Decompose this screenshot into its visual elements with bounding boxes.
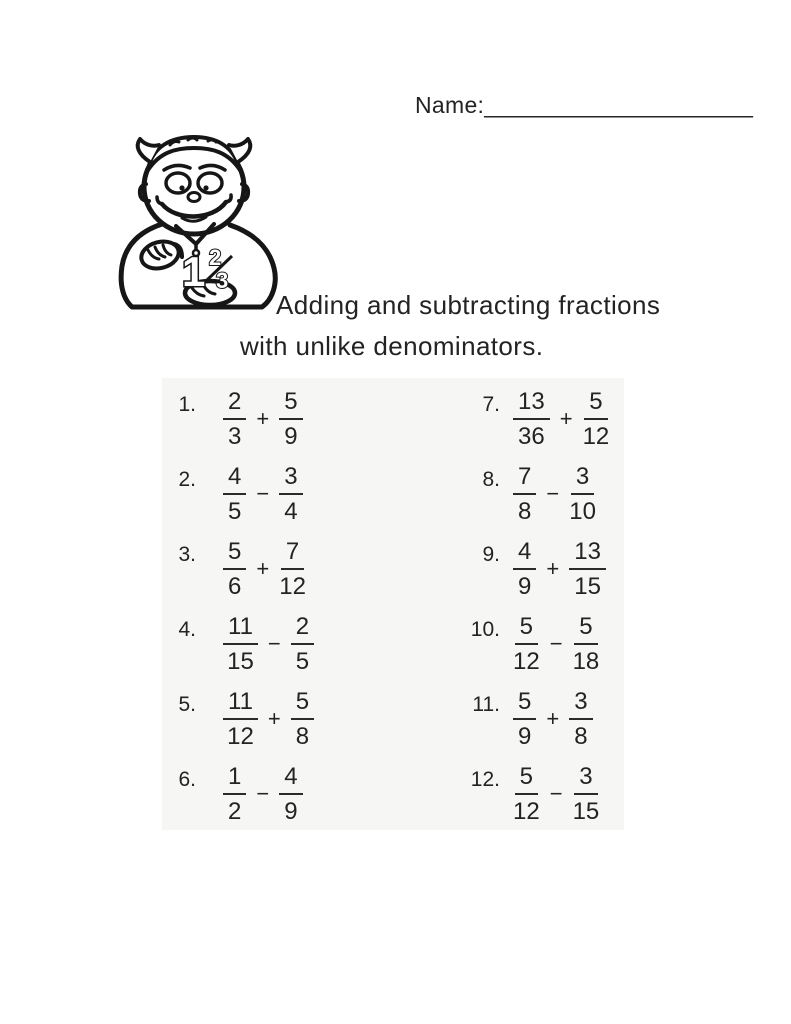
name-label: Name:	[415, 92, 485, 118]
fraction-first	[513, 614, 540, 674]
operator: +	[256, 556, 270, 581]
problem-number: 4.	[178, 618, 196, 641]
problem-3	[168, 537, 306, 600]
denominator: 9	[518, 723, 532, 750]
numerator: 4	[279, 764, 302, 795]
operator: +	[546, 706, 560, 731]
fraction-first	[223, 389, 246, 449]
denominator: 12	[513, 648, 540, 675]
denominator: 12	[227, 723, 254, 750]
fraction-first	[223, 764, 246, 824]
denominator: 36	[518, 423, 545, 450]
problem-number: 1.	[178, 393, 196, 416]
problem-number: 9.	[482, 543, 500, 566]
fraction-second	[279, 764, 302, 824]
operator: +	[256, 406, 270, 431]
boy-nose	[188, 193, 200, 202]
fraction-first	[223, 614, 258, 674]
numerator: 3	[569, 689, 592, 720]
problem-number: 5.	[178, 693, 196, 716]
operator: −	[267, 631, 281, 656]
problem-number: 6.	[178, 768, 196, 791]
numerator: 7	[281, 539, 304, 570]
numerator: 2	[223, 389, 246, 420]
numerator: 5	[574, 614, 597, 645]
fraction-first	[223, 464, 246, 524]
problem-number: 7.	[482, 393, 500, 416]
problem-number: 12.	[470, 768, 500, 791]
cartoon-boy-illustration	[112, 132, 282, 314]
mixed-number-whole: 1	[182, 248, 206, 295]
numerator: 5	[279, 389, 302, 420]
mixed-number-denominator: 3	[216, 268, 229, 293]
fraction-second	[569, 539, 606, 599]
fraction-second	[279, 389, 302, 449]
problem-12	[466, 762, 600, 825]
fraction-second	[569, 689, 592, 749]
operator: +	[546, 556, 560, 581]
fraction-second	[573, 764, 600, 824]
denominator: 8	[518, 498, 532, 525]
numerator: 5	[584, 389, 607, 420]
operator: −	[546, 481, 560, 506]
numerator: 5	[515, 764, 538, 795]
numerator: 5	[291, 689, 314, 720]
numerator: 1	[223, 764, 246, 795]
problem-10	[466, 612, 600, 675]
denominator: 18	[572, 648, 600, 675]
problem-5	[168, 687, 314, 750]
worksheet-title-line2: with unlike denominators.	[240, 331, 544, 361]
denominator: 8	[295, 723, 310, 750]
denominator: 6	[228, 573, 242, 600]
worksheet-title-line1: Adding and subtracting fractions	[276, 290, 661, 320]
problem-number: 10.	[470, 618, 500, 641]
denominator: 12	[513, 798, 540, 825]
denominator: 2	[228, 798, 242, 825]
name-field	[415, 92, 753, 119]
numerator: 13	[569, 539, 606, 570]
name-blank-line: _____________________	[484, 92, 753, 118]
numerator: 5	[515, 614, 538, 645]
mixed-number-numerator: 2	[209, 245, 222, 270]
numerator: 5	[223, 539, 246, 570]
operator: −	[549, 781, 563, 806]
denominator: 15	[572, 798, 600, 825]
numerator: 3	[571, 464, 594, 495]
problem-number: 8.	[482, 468, 500, 491]
fraction-second	[569, 464, 596, 524]
denominator: 5	[295, 648, 310, 675]
denominator: 10	[569, 498, 596, 525]
denominator: 9	[284, 798, 298, 825]
problem-number: 2.	[178, 468, 196, 491]
numerator: 3	[574, 764, 597, 795]
fraction-first	[513, 464, 536, 524]
problem-number: 11.	[472, 693, 500, 716]
problem-8	[466, 462, 596, 525]
problem-1	[168, 387, 303, 450]
boy-eye-left	[166, 173, 190, 193]
fraction-second	[279, 539, 306, 599]
fraction-second	[279, 464, 302, 524]
numerator: 11	[223, 614, 258, 645]
fraction-first	[223, 539, 246, 599]
numerator: 7	[513, 464, 536, 495]
problem-number: 3.	[178, 543, 196, 566]
fraction-first	[513, 764, 540, 824]
numerator: 4	[513, 539, 536, 570]
operator: −	[256, 781, 270, 806]
fraction-second	[583, 389, 610, 449]
fraction-first	[513, 689, 536, 749]
problem-9	[466, 537, 606, 600]
operator: +	[267, 706, 281, 731]
denominator: 15	[227, 648, 254, 675]
numerator: 4	[223, 464, 246, 495]
operator: +	[559, 406, 573, 431]
denominator: 5	[228, 498, 242, 525]
denominator: 12	[279, 573, 306, 600]
operator: −	[549, 631, 563, 656]
denominator: 15	[574, 573, 601, 600]
operator: −	[256, 481, 270, 506]
fraction-first	[223, 689, 258, 749]
fraction-second	[573, 614, 600, 674]
denominator: 4	[284, 498, 298, 525]
fraction-second	[291, 614, 314, 674]
fraction-first	[513, 539, 536, 599]
denominator: 9	[284, 423, 298, 450]
fraction-second	[291, 689, 314, 749]
numerator: 11	[223, 689, 258, 720]
denominator: 9	[518, 573, 532, 600]
problem-4	[168, 612, 314, 675]
problem-11	[466, 687, 593, 750]
problem-2	[168, 462, 303, 525]
numerator: 3	[279, 464, 302, 495]
problem-7	[466, 387, 610, 450]
problem-6	[168, 762, 303, 825]
numerator: 13	[513, 389, 550, 420]
fraction-first	[513, 389, 550, 449]
numerator: 2	[291, 614, 314, 645]
numerator: 5	[513, 689, 536, 720]
denominator: 8	[574, 723, 588, 750]
boy-eye-right	[198, 173, 222, 193]
denominator: 12	[582, 423, 610, 450]
denominator: 3	[228, 423, 242, 450]
